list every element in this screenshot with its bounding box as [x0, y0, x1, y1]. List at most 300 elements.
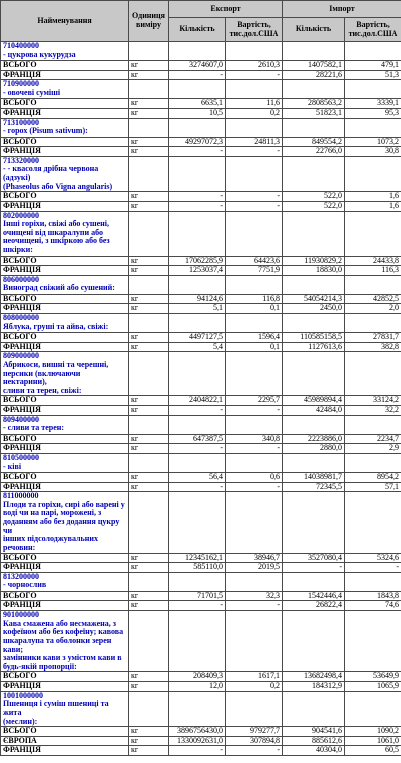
empty-cell — [345, 453, 401, 472]
export-quantity-cell: - — [169, 192, 226, 202]
product-code: 808000000 — [3, 313, 39, 322]
empty-cell — [129, 492, 169, 553]
unit-cell: кг — [129, 591, 169, 601]
empty-cell — [345, 611, 401, 672]
empty-cell — [129, 80, 169, 99]
export-quantity-cell: - — [169, 406, 226, 416]
unit-cell: кг — [129, 147, 169, 157]
empty-cell — [129, 572, 169, 591]
row-label: ВСЬОГО — [1, 472, 129, 482]
empty-cell — [226, 156, 283, 192]
export-value-cell: 116,8 — [226, 294, 283, 304]
unit-cell: кг — [129, 294, 169, 304]
row-label: ВСЬОГО — [1, 333, 129, 343]
import-value-cell: 53649,9 — [345, 672, 401, 682]
unit-cell: кг — [129, 333, 169, 343]
empty-cell — [345, 352, 401, 396]
export-value-cell: 11,6 — [226, 99, 283, 109]
empty-cell — [129, 156, 169, 192]
empty-cell — [169, 211, 226, 256]
empty-cell — [169, 611, 226, 672]
product-description: шкаралупа та оболонки зерен кави; — [3, 635, 112, 654]
export-quantity-cell: 12345162,1 — [169, 553, 226, 563]
empty-cell — [129, 453, 169, 472]
empty-cell — [169, 156, 226, 192]
import-quantity-cell: 904541,6 — [283, 727, 345, 737]
table-row — [1, 746, 401, 756]
product-code: 1001000000 — [3, 691, 43, 700]
import-quantity-cell: 40304,0 — [283, 746, 345, 756]
empty-cell — [345, 572, 401, 591]
group-row — [1, 453, 401, 472]
product-code-cell — [1, 314, 129, 333]
empty-cell — [129, 42, 169, 61]
export-value-cell: 64423,6 — [226, 256, 283, 266]
export-value-cell: 0,2 — [226, 108, 283, 118]
group-row — [1, 156, 401, 192]
product-description: замінники кави з умістом кави в — [3, 653, 122, 663]
header-import-quantity: Кількість — [283, 18, 345, 42]
unit-cell: кг — [129, 396, 169, 406]
product-description: Виноград свіжий або сушений: — [3, 283, 115, 293]
empty-cell — [226, 492, 283, 553]
empty-cell — [226, 314, 283, 333]
export-quantity-cell: 1253037,4 — [169, 266, 226, 276]
import-quantity-cell: 26822,4 — [283, 601, 345, 611]
empty-cell — [226, 572, 283, 591]
import-quantity-cell: 110585158,5 — [283, 333, 345, 343]
empty-cell — [169, 492, 226, 553]
row-label: ФРАНЦІЯ — [1, 201, 129, 211]
export-value-cell: - — [226, 70, 283, 80]
product-code-cell — [1, 492, 129, 553]
product-description: - - квасоля дрібна червона (адзукі) — [3, 164, 99, 182]
export-value-cell: - — [226, 147, 283, 157]
unit-cell: кг — [129, 563, 169, 573]
import-value-cell: 1073,2 — [345, 137, 401, 147]
empty-cell — [129, 275, 169, 294]
import-quantity-cell: 2223886,0 — [283, 434, 345, 444]
empty-cell — [226, 415, 283, 434]
row-label: ВСЬОГО — [1, 396, 129, 406]
product-code: 810500000 — [3, 453, 39, 462]
table-row — [1, 472, 401, 482]
empty-cell — [283, 352, 345, 396]
group-row — [1, 42, 401, 61]
empty-cell — [283, 453, 345, 472]
row-label: ВСЬОГО — [1, 672, 129, 682]
empty-cell — [283, 118, 345, 137]
export-value-cell: 32,3 — [226, 591, 283, 601]
import-quantity-cell: 72345,5 — [283, 482, 345, 492]
product-code-cell — [1, 352, 129, 396]
empty-cell — [169, 118, 226, 137]
table-row — [1, 266, 401, 276]
row-label: ФРАНЦІЯ — [1, 304, 129, 314]
import-quantity-cell: 22766,0 — [283, 147, 345, 157]
import-value-cell: 24433,8 — [345, 256, 401, 266]
table-row — [1, 672, 401, 682]
product-code: 806000000 — [3, 275, 39, 284]
table-row — [1, 682, 401, 692]
empty-cell — [283, 415, 345, 434]
empty-cell — [169, 80, 226, 99]
import-value-cell: 74,6 — [345, 601, 401, 611]
product-description: сливи та терен, свіжі: — [3, 385, 82, 395]
import-value-cell: 479,1 — [345, 61, 401, 71]
product-code-cell — [1, 80, 129, 99]
product-code: 713100000 — [3, 118, 39, 127]
empty-cell — [345, 42, 401, 61]
row-label: ФРАНЦІЯ — [1, 682, 129, 692]
empty-cell — [129, 211, 169, 256]
export-value-cell: 7751,9 — [226, 266, 283, 276]
import-value-cell: 32,2 — [345, 406, 401, 416]
import-quantity-cell: 42484,0 — [283, 406, 345, 416]
import-value-cell: 42852,5 — [345, 294, 401, 304]
export-quantity-cell: 17062285,9 — [169, 256, 226, 266]
empty-cell — [226, 42, 283, 61]
export-value-cell: 1596,4 — [226, 333, 283, 343]
empty-cell — [283, 80, 345, 99]
unit-cell: кг — [129, 406, 169, 416]
group-row — [1, 492, 401, 553]
unit-cell: кг — [129, 444, 169, 454]
empty-cell — [345, 80, 401, 99]
table-row — [1, 294, 401, 304]
row-label: ФРАНЦІЯ — [1, 482, 129, 492]
import-quantity-cell: 184312,9 — [283, 682, 345, 692]
table-row — [1, 736, 401, 746]
product-code-cell — [1, 572, 129, 591]
export-quantity-cell: 585110,0 — [169, 563, 226, 573]
import-value-cell: 116,3 — [345, 266, 401, 276]
export-value-cell: - — [226, 201, 283, 211]
empty-cell — [345, 314, 401, 333]
import-value-cell: 1,6 — [345, 201, 401, 211]
import-value-cell: 30,8 — [345, 147, 401, 157]
unit-cell: кг — [129, 108, 169, 118]
empty-cell — [129, 314, 169, 333]
export-quantity-cell: - — [169, 147, 226, 157]
empty-cell — [283, 314, 345, 333]
export-quantity-cell: 5,4 — [169, 342, 226, 352]
empty-cell — [345, 492, 401, 553]
product-description: будь-якій пропорції: — [3, 661, 77, 671]
group-row — [1, 80, 401, 99]
row-label: ФРАНЦІЯ — [1, 406, 129, 416]
export-quantity-cell: 49297072,3 — [169, 137, 226, 147]
product-description: кофеїном або без кофеїну; кавова — [3, 627, 124, 637]
row-label: ВСЬОГО — [1, 591, 129, 601]
group-row — [1, 611, 401, 672]
import-value-cell: 1065,9 — [345, 682, 401, 692]
import-quantity-cell: 849554,2 — [283, 137, 345, 147]
empty-cell — [283, 492, 345, 553]
row-label: ВСЬОГО — [1, 294, 129, 304]
export-quantity-cell: 5,1 — [169, 304, 226, 314]
product-code: 713320000 — [3, 156, 39, 165]
unit-cell: кг — [129, 553, 169, 563]
table-row — [1, 99, 401, 109]
empty-cell — [345, 275, 401, 294]
group-row — [1, 118, 401, 137]
export-quantity-cell: 3896756430,0 — [169, 727, 226, 737]
row-label: ФРАНЦІЯ — [1, 342, 129, 352]
group-row — [1, 572, 401, 591]
table-row — [1, 61, 401, 71]
empty-cell — [169, 275, 226, 294]
empty-cell — [129, 611, 169, 672]
import-quantity-cell: 45989894,4 — [283, 396, 345, 406]
export-value-cell: - — [226, 406, 283, 416]
row-label: ФРАНЦІЯ — [1, 601, 129, 611]
export-quantity-cell: - — [169, 70, 226, 80]
header-import-value: Вартість, тис.дол.США — [345, 18, 401, 42]
product-code-cell — [1, 118, 129, 137]
row-label: ВСЬОГО — [1, 192, 129, 202]
table-row — [1, 482, 401, 492]
export-quantity-cell: 12,0 — [169, 682, 226, 692]
product-code-cell — [1, 453, 129, 472]
group-row — [1, 314, 401, 333]
export-quantity-cell: 3274607,0 — [169, 61, 226, 71]
export-value-cell: 1617,1 — [226, 672, 283, 682]
import-value-cell: 8954,2 — [345, 472, 401, 482]
import-quantity-cell: 11930829,2 — [283, 256, 345, 266]
empty-cell — [226, 211, 283, 256]
row-label: ФРАНЦІЯ — [1, 108, 129, 118]
product-code-cell — [1, 275, 129, 294]
export-value-cell: 2610,3 — [226, 61, 283, 71]
import-quantity-cell: 2808563,2 — [283, 99, 345, 109]
export-value-cell: 24811,3 — [226, 137, 283, 147]
export-value-cell: - — [226, 601, 283, 611]
export-value-cell: 0,1 — [226, 304, 283, 314]
product-code: 811000000 — [3, 491, 39, 501]
empty-cell — [345, 415, 401, 434]
unit-cell: кг — [129, 434, 169, 444]
export-value-cell: 0,2 — [226, 682, 283, 692]
import-value-cell: 1,6 — [345, 192, 401, 202]
empty-cell — [226, 691, 283, 727]
import-quantity-cell: 1127613,6 — [283, 342, 345, 352]
import-quantity-cell: 2450,0 — [283, 304, 345, 314]
import-quantity-cell: 3527080,4 — [283, 553, 345, 563]
import-value-cell: 95,3 — [345, 108, 401, 118]
empty-cell — [129, 352, 169, 396]
import-quantity-cell: 18830,0 — [283, 266, 345, 276]
empty-cell — [283, 42, 345, 61]
import-quantity-cell: 13682498,4 — [283, 672, 345, 682]
export-quantity-cell: - — [169, 482, 226, 492]
unit-cell: кг — [129, 746, 169, 756]
product-code-cell — [1, 42, 129, 61]
row-label: ВСЬОГО — [1, 61, 129, 71]
import-value-cell: 1090,2 — [345, 727, 401, 737]
unit-cell: кг — [129, 672, 169, 682]
row-label: ЄВРОПА — [1, 736, 129, 746]
import-value-cell: 3339,1 — [345, 99, 401, 109]
unit-cell: кг — [129, 137, 169, 147]
empty-cell — [283, 572, 345, 591]
product-description: персики (включаючи нектарини), — [3, 368, 81, 387]
product-code-cell — [1, 691, 129, 727]
empty-cell — [283, 611, 345, 672]
product-description: Пшениця і суміш пшениці та жита — [3, 699, 109, 717]
export-quantity-cell: 6635,1 — [169, 99, 226, 109]
export-value-cell: 2019,5 — [226, 563, 283, 573]
product-code: 802000000 — [3, 211, 39, 220]
product-description: інших підсолоджувальних речовин: — [3, 534, 98, 552]
row-label: ФРАНЦІЯ — [1, 444, 129, 454]
table-row — [1, 201, 401, 211]
import-quantity-cell: 2880,0 — [283, 444, 345, 454]
product-code: 710400000 — [3, 41, 39, 50]
table-row — [1, 70, 401, 80]
header-export-quantity: Кількість — [169, 18, 226, 42]
empty-cell — [283, 691, 345, 727]
product-code: 809400000 — [3, 415, 39, 424]
import-quantity-cell: 14038981,7 — [283, 472, 345, 482]
export-value-cell: - — [226, 746, 283, 756]
row-label: ВСЬОГО — [1, 434, 129, 444]
import-value-cell: 27831,7 — [345, 333, 401, 343]
row-label: ФРАНЦІЯ — [1, 563, 129, 573]
unit-cell: кг — [129, 70, 169, 80]
group-row — [1, 352, 401, 396]
row-label: ВСЬОГО — [1, 99, 129, 109]
product-code: 901000000 — [3, 610, 39, 619]
export-value-cell: 0,1 — [226, 342, 283, 352]
import-value-cell: 382,8 — [345, 342, 401, 352]
export-value-cell: - — [226, 482, 283, 492]
product-description: - ківі — [3, 461, 22, 471]
import-value-cell: 2234,7 — [345, 434, 401, 444]
header-export: Експорт — [169, 1, 283, 18]
table-row — [1, 563, 401, 573]
product-description: Абрикоси, вишні та черешні, — [3, 359, 109, 369]
empty-cell — [129, 118, 169, 137]
empty-cell — [226, 118, 283, 137]
group-row — [1, 211, 401, 256]
empty-cell — [283, 211, 345, 256]
product-code-cell — [1, 156, 129, 192]
product-code: 813200000 — [3, 572, 39, 581]
product-description: Плоди та горіхи, сирі або варені у — [3, 499, 125, 509]
import-value-cell: 51,3 — [345, 70, 401, 80]
product-description: - чорнослив — [3, 580, 47, 590]
export-quantity-cell: 94124,6 — [169, 294, 226, 304]
unit-cell: кг — [129, 304, 169, 314]
product-description: Кава смажена або несмажена, з — [3, 618, 116, 628]
import-quantity-cell: 28221,6 — [283, 70, 345, 80]
table-row — [1, 147, 401, 157]
header-name: Найменування — [1, 1, 129, 42]
product-description: Інші горіхи, свіжі або сушені, — [3, 219, 110, 229]
unit-cell: кг — [129, 342, 169, 352]
empty-cell — [169, 691, 226, 727]
export-quantity-cell: 56,4 — [169, 472, 226, 482]
import-quantity-cell: 51823,1 — [283, 108, 345, 118]
export-quantity-cell: 10,5 — [169, 108, 226, 118]
unit-cell: кг — [129, 61, 169, 71]
header-import: Імпорт — [283, 1, 401, 18]
export-value-cell: - — [226, 444, 283, 454]
export-value-cell: 307894,8 — [226, 736, 283, 746]
empty-cell — [129, 691, 169, 727]
unit-cell: кг — [129, 472, 169, 482]
export-quantity-cell: - — [169, 746, 226, 756]
row-label: ФРАНЦІЯ — [1, 746, 129, 756]
empty-cell — [169, 352, 226, 396]
product-code-cell — [1, 211, 129, 256]
row-label: ВСЬОГО — [1, 256, 129, 266]
import-quantity-cell: 1542446,4 — [283, 591, 345, 601]
empty-cell — [129, 415, 169, 434]
empty-cell — [169, 415, 226, 434]
export-value-cell: 2295,7 — [226, 396, 283, 406]
product-code: 809000000 — [3, 351, 39, 361]
table-row — [1, 444, 401, 454]
empty-cell — [226, 80, 283, 99]
table-row — [1, 406, 401, 416]
export-quantity-cell: 71701,5 — [169, 591, 226, 601]
product-description: (меслин): — [3, 716, 38, 726]
product-description: шкірки: — [3, 245, 33, 254]
unit-cell: кг — [129, 482, 169, 492]
export-value-cell: - — [226, 192, 283, 202]
unit-cell: кг — [129, 736, 169, 746]
export-quantity-cell: - — [169, 444, 226, 454]
export-quantity-cell: 208409,3 — [169, 672, 226, 682]
empty-cell — [169, 572, 226, 591]
table-row — [1, 304, 401, 314]
export-quantity-cell: - — [169, 601, 226, 611]
table-row — [1, 396, 401, 406]
table-body — [1, 42, 401, 756]
unit-cell: кг — [129, 601, 169, 611]
import-quantity-cell: 885612,6 — [283, 736, 345, 746]
group-row — [1, 691, 401, 727]
import-value-cell: 2,0 — [345, 304, 401, 314]
product-description: - овочеві суміші — [3, 87, 61, 97]
export-quantity-cell: 2404822,1 — [169, 396, 226, 406]
unit-cell: кг — [129, 266, 169, 276]
unit-cell: кг — [129, 192, 169, 202]
unit-cell: кг — [129, 682, 169, 692]
empty-cell — [345, 211, 401, 256]
empty-cell — [345, 691, 401, 727]
import-value-cell: - — [345, 563, 401, 573]
export-quantity-cell: - — [169, 201, 226, 211]
import-value-cell: 60,5 — [345, 746, 401, 756]
product-description: Яблука, груші та айва, свіжі: — [3, 321, 109, 331]
unit-cell: кг — [129, 99, 169, 109]
export-value-cell: 0,6 — [226, 472, 283, 482]
table-row — [1, 591, 401, 601]
product-description: очищені від шкаралупи або — [3, 227, 104, 237]
import-value-cell: 2,9 — [345, 444, 401, 454]
group-row — [1, 275, 401, 294]
import-value-cell: 1061,0 — [345, 736, 401, 746]
import-quantity-cell: - — [283, 563, 345, 573]
empty-cell — [283, 275, 345, 294]
empty-cell — [226, 611, 283, 672]
empty-cell — [169, 42, 226, 61]
table-row — [1, 342, 401, 352]
empty-cell — [226, 352, 283, 396]
